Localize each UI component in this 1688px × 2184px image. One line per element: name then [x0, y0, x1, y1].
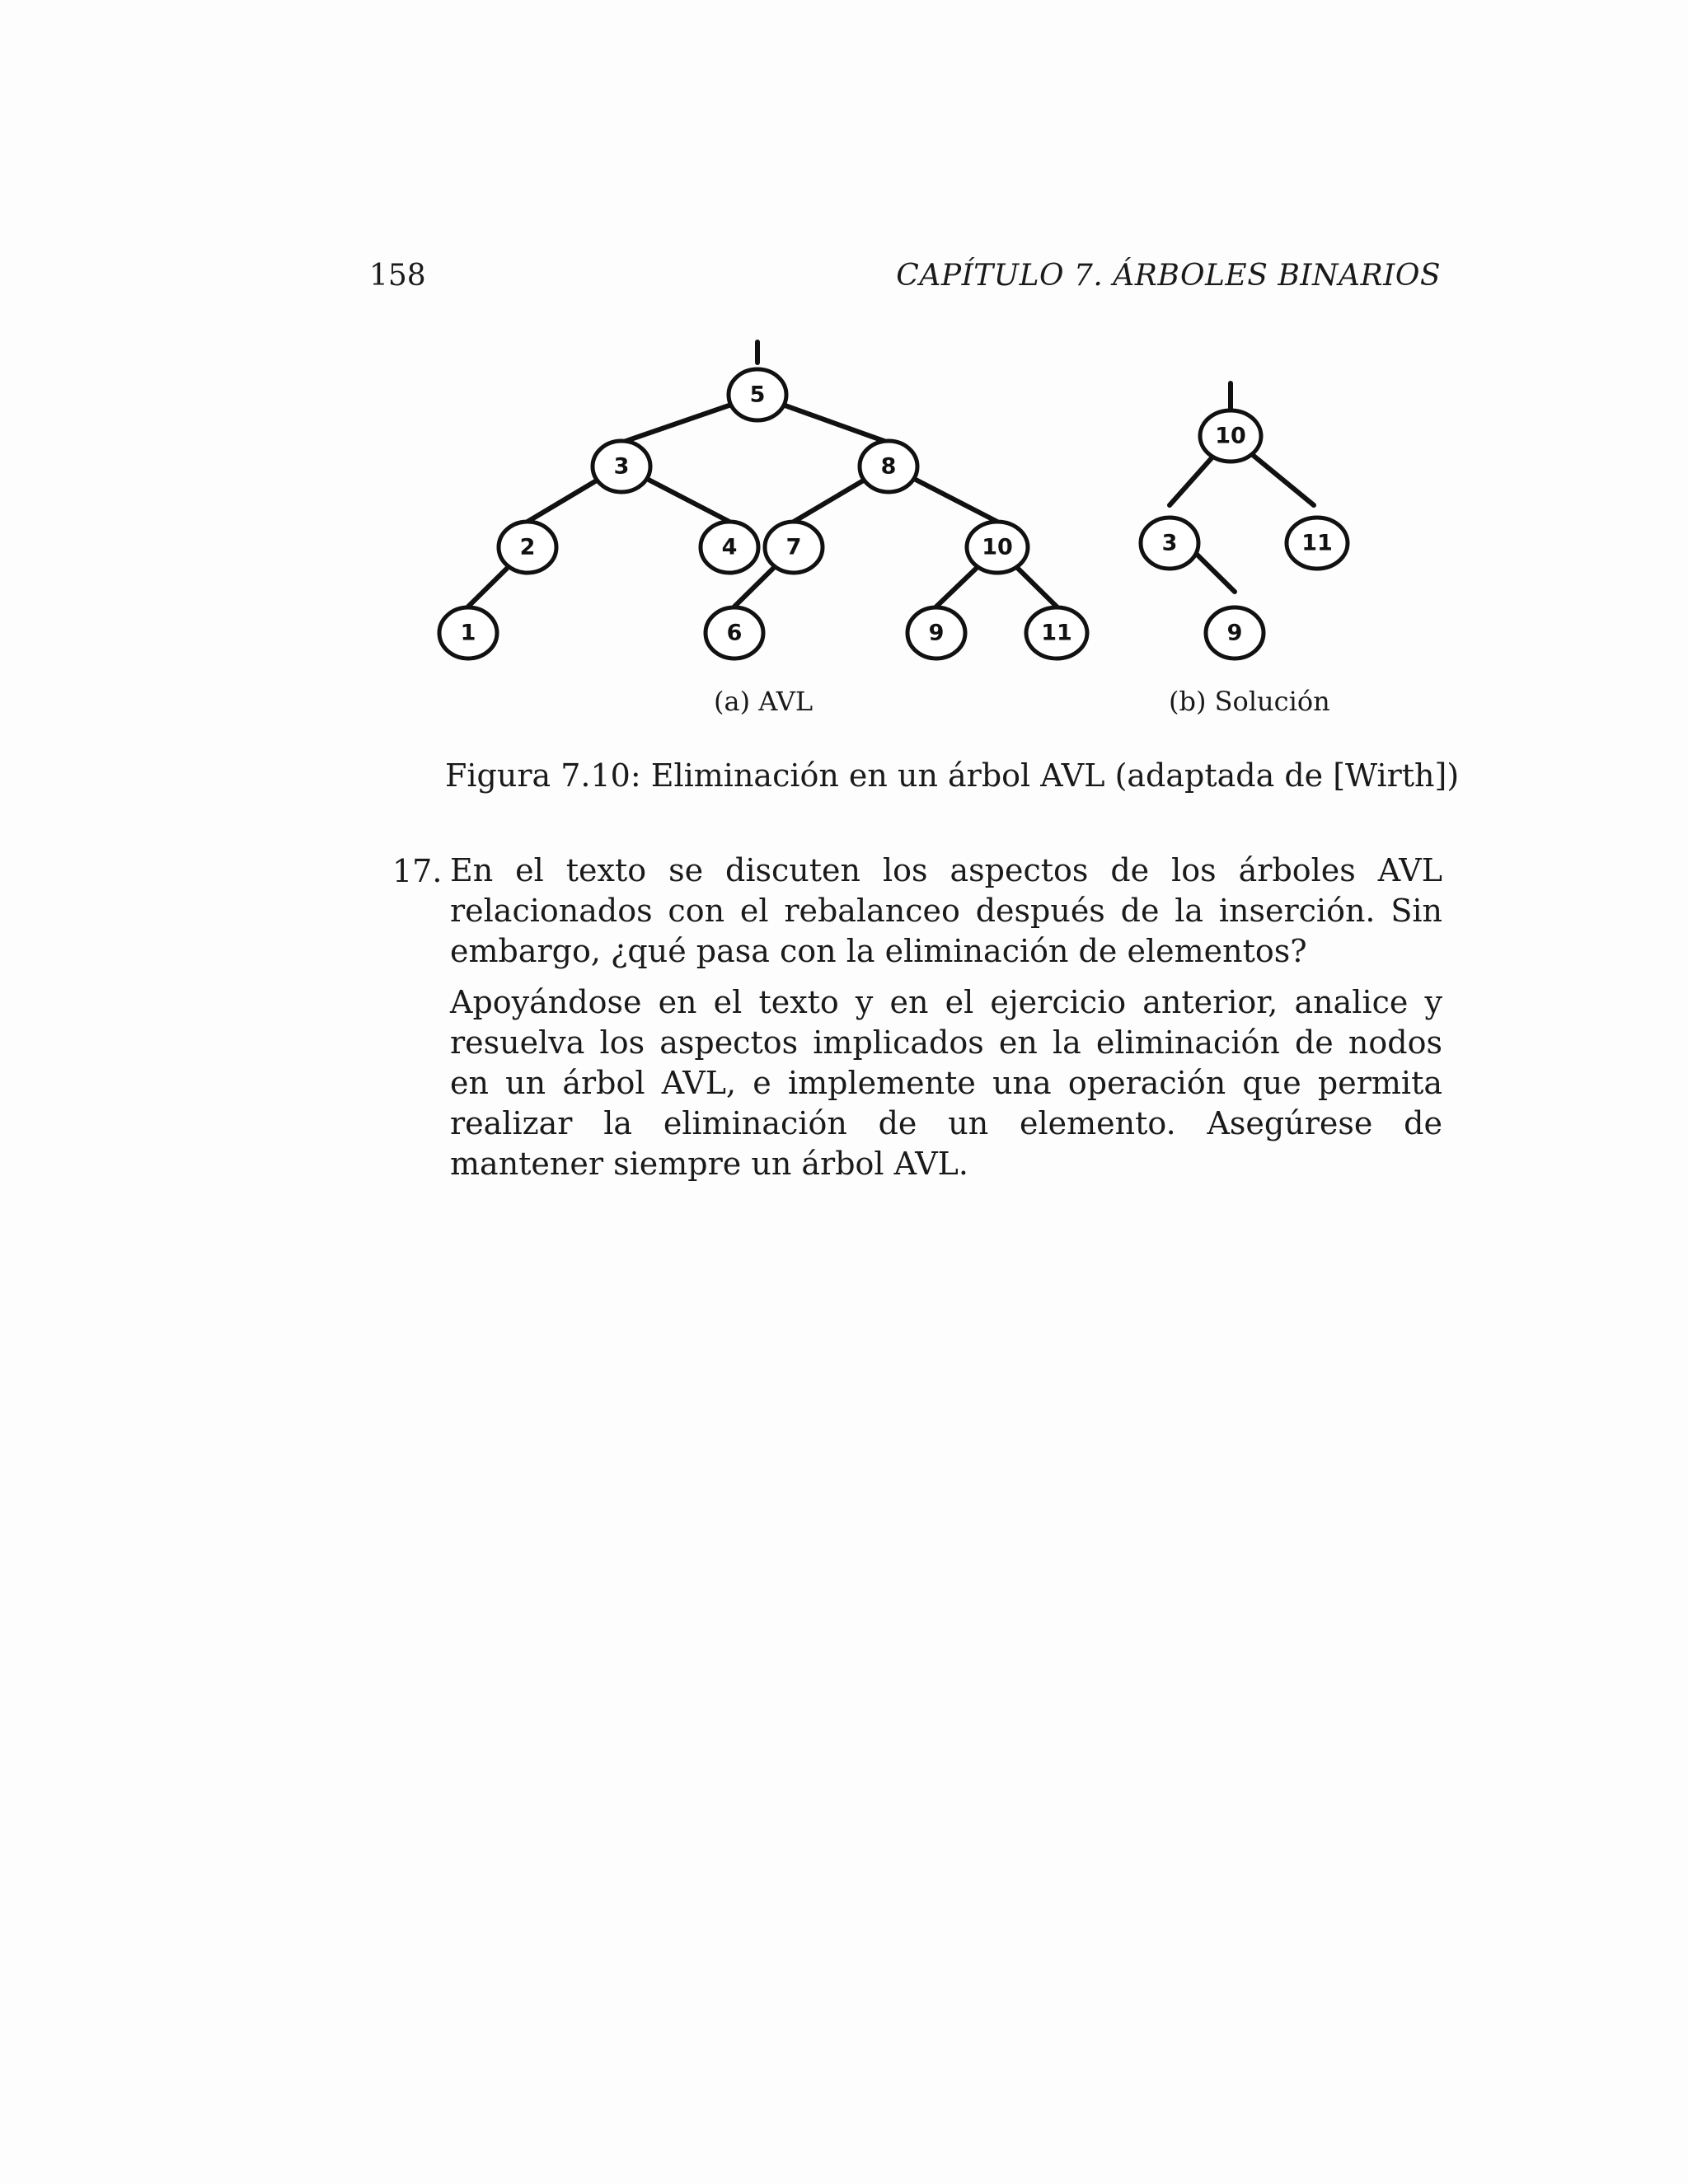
running-header: CAPÍTULO 7. ÁRBOLES BINARIOS [896, 259, 1441, 293]
svg-text:7: 7 [785, 534, 802, 560]
svg-text:6: 6 [726, 620, 743, 646]
svg-text:9: 9 [1226, 620, 1243, 646]
subfigure-a-caption: (a) AVL [714, 686, 814, 717]
svg-text:11: 11 [1301, 530, 1333, 556]
tree-node-5 [729, 369, 786, 420]
tree-node-7 [765, 522, 823, 573]
svg-text:3: 3 [613, 453, 630, 480]
svg-text:3: 3 [1161, 530, 1178, 556]
exercise-paragraph-2: Apoyándose en el texto y en el ejercicio anterior, analice y resuelva los aspectos implicados en la eliminación de nodos en un árbol AVL, e implemente una operación que permita realizar la eliminación de un elemento. Asegúrese de mantener siempre un árbol AVL. [450, 984, 1442, 1182]
svg-text:9: 9 [928, 620, 945, 646]
solution-node-11 [1287, 518, 1348, 569]
svg-text:11: 11 [1041, 620, 1072, 646]
tree-node-1 [439, 607, 497, 658]
page-number: 158 [369, 259, 426, 293]
svg-text:4: 4 [721, 534, 738, 560]
svg-text:1: 1 [460, 620, 476, 646]
svg-text:10: 10 [1215, 423, 1246, 449]
tree-node-10 [967, 522, 1028, 573]
svg-text:5: 5 [749, 382, 766, 408]
avl-deletion-figure [412, 330, 1401, 709]
exercise-number: 17. [392, 853, 443, 889]
subfigure-b-caption: (b) Solución [1169, 686, 1330, 717]
tree-node-9 [907, 607, 965, 658]
solution-node-10 [1200, 410, 1261, 462]
exercise-paragraph-1: En el texto se discuten los aspectos de los árboles AVL relacionados con el rebalanceo después de la inserción. Sin embargo, ¿qué pasa con la eliminación de elementos? [450, 852, 1442, 969]
tree-node-11 [1026, 607, 1087, 658]
tree-node-3 [593, 441, 650, 492]
solution-node-9 [1206, 607, 1264, 658]
tree-node-6 [706, 607, 763, 658]
svg-text:2: 2 [519, 534, 536, 560]
solution-node-3 [1141, 518, 1198, 569]
figure-caption: Figura 7.10: Eliminación en un árbol AVL (adaptada de [Wirth]) [445, 757, 1460, 794]
svg-text:10: 10 [982, 534, 1013, 560]
tree-node-8 [860, 441, 917, 492]
tree-node-2 [499, 522, 556, 573]
svg-text:8: 8 [880, 453, 897, 480]
tree-node-4 [701, 522, 758, 573]
